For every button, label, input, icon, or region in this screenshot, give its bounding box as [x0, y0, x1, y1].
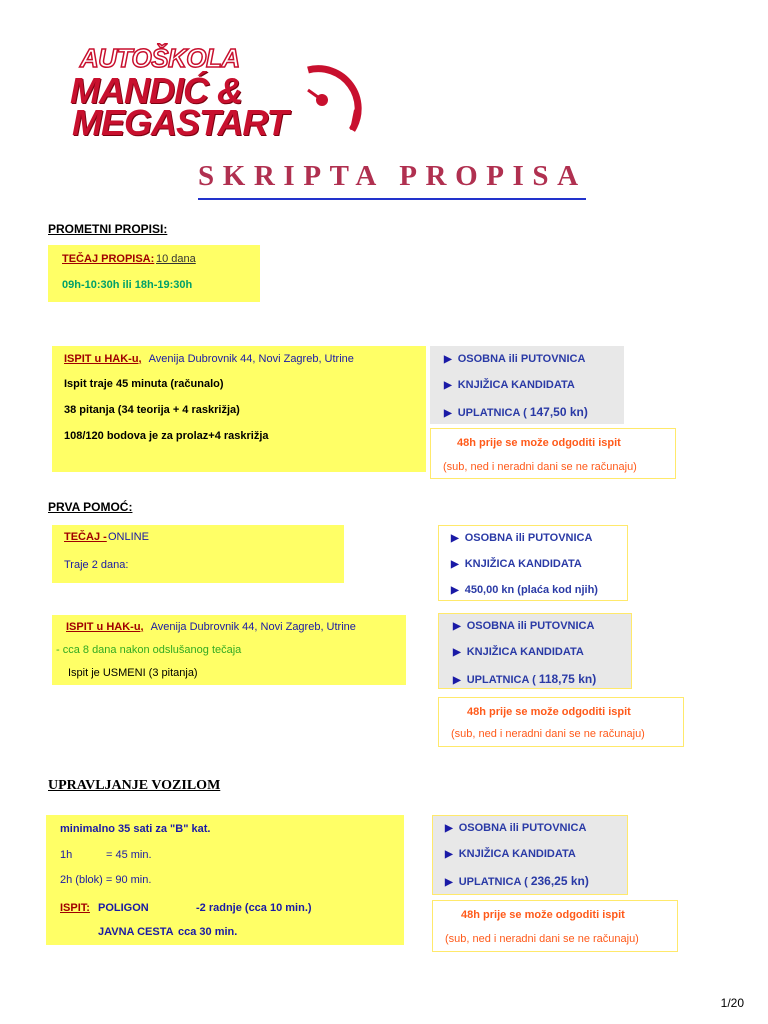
- notice-days: (sub, ned i neradni dani se ne računaju): [451, 728, 645, 740]
- notice-box-prometni: [430, 428, 676, 479]
- requirements-box-upravljanje: [432, 815, 628, 895]
- req-payment: UPLATNICA (: [457, 407, 527, 419]
- exam-label: ISPIT:: [60, 902, 90, 914]
- req-booklet: KNJIŽICA KANDIDATA: [457, 379, 575, 391]
- exam-label: ISPIT u HAK-u,: [66, 621, 144, 633]
- page-title: SKRIPTA PROPISA: [198, 160, 587, 192]
- req-payment-amount: 118,75 kn): [538, 672, 597, 686]
- req-payment-amount: 147,50 kn): [529, 405, 588, 419]
- exam-questions: 38 pitanja (34 teorija + 4 raskrižja): [64, 404, 240, 416]
- exam-polygon: POLIGON: [98, 902, 149, 914]
- notice-postpone: 48h prije se može odgoditi ispit: [457, 437, 621, 449]
- exam-address: Avenija Dubrovnik 44, Novi Zagreb, Utrine: [150, 621, 356, 633]
- exam-public-road-detail: cca 30 min.: [178, 926, 238, 938]
- section-heading-prva-pomoc: PRVA POMOĆ:: [48, 500, 133, 514]
- logo-megastart: MEGASTART: [72, 102, 288, 143]
- logo-autoskola: AUTOŠKOLA: [80, 43, 240, 73]
- hour-duration: = 45 min.: [106, 849, 152, 861]
- speedometer-icon: [300, 50, 362, 140]
- requirements-box-prva-pomoc-exam: [438, 613, 632, 689]
- bullet-arrow-icon: ▶: [451, 533, 459, 544]
- bullet-arrow-icon: ▶: [445, 823, 453, 834]
- block-duration: 2h (blok) = 90 min.: [60, 874, 152, 886]
- exam-polygon-detail: -2 radnje (cca 10 min.): [196, 902, 312, 914]
- notice-postpone: 48h prije se može odgoditi ispit: [467, 706, 631, 718]
- course-hours: 09h-10:30h ili 18h-19:30h: [62, 279, 193, 291]
- exam-address: Avenija Dubrovnik 44, Novi Zagreb, Utrine: [148, 353, 354, 365]
- bullet-arrow-icon: ▶: [451, 585, 459, 596]
- notice-postpone: 48h prije se može odgoditi ispit: [461, 909, 625, 921]
- req-payment: UPLATNICA (: [466, 674, 536, 686]
- req-id: OSOBNA ili PUTOVNICA: [458, 822, 587, 834]
- title-underline: [198, 198, 586, 200]
- requirements-box-prometni: [430, 346, 624, 424]
- req-booklet: KNJIŽICA KANDIDATA: [466, 646, 584, 658]
- section-heading-upravljanje: UPRAVLJANJE VOZILOM: [48, 778, 221, 793]
- notice-days: (sub, ned i neradni dani se ne računaju): [443, 461, 637, 473]
- req-id: OSOBNA ili PUTOVNICA: [457, 353, 586, 365]
- bullet-arrow-icon: ▶: [453, 675, 461, 686]
- req-id: OSOBNA ili PUTOVNICA: [464, 532, 593, 544]
- course-mode: ONLINE: [108, 531, 149, 543]
- req-booklet: KNJIŽICA KANDIDATA: [458, 848, 576, 860]
- course-label: TEČAJ PROPISA:: [62, 253, 155, 265]
- course-box-prometni: [48, 245, 260, 302]
- bullet-arrow-icon: ▶: [445, 877, 453, 888]
- bullet-arrow-icon: ▶: [444, 380, 452, 391]
- req-payment-amount: 236,25 kn): [530, 874, 589, 888]
- driving-box: [46, 815, 404, 945]
- exam-label: ISPIT u HAK-u,: [64, 353, 142, 365]
- notice-box-prva-pomoc: [438, 697, 684, 747]
- exam-points: 108/120 bodova je za prolaz+4 raskrižja: [64, 430, 269, 442]
- bullet-arrow-icon: ▶: [453, 621, 461, 632]
- course-box-prva-pomoc: [52, 525, 344, 583]
- course-label: TEČAJ -: [64, 531, 107, 543]
- logo-mandic: MANDIĆ &: [70, 70, 242, 111]
- bullet-arrow-icon: ▶: [453, 647, 461, 658]
- course-duration: Traje 2 dana:: [64, 559, 129, 571]
- req-id: OSOBNA ili PUTOVNICA: [466, 620, 595, 632]
- req-fee: 450,00 kn (plaća kod njih): [464, 584, 598, 596]
- page-number: 1/20: [720, 996, 744, 1010]
- notice-box-upravljanje: [432, 900, 678, 952]
- notice-days: (sub, ned i neradni dani se ne računaju): [445, 933, 639, 945]
- exam-duration: Ispit traje 45 minuta (računalo): [64, 378, 224, 390]
- exam-box-prva-pomoc: [52, 615, 406, 685]
- exam-type: Ispit je USMENI (3 pitanja): [68, 667, 198, 679]
- bullet-arrow-icon: ▶: [444, 354, 452, 365]
- req-booklet: KNJIŽICA KANDIDATA: [464, 558, 582, 570]
- min-hours: minimalno 35 sati za "B" kat.: [60, 823, 211, 835]
- hour-unit: 1h: [60, 849, 73, 861]
- bullet-arrow-icon: ▶: [451, 559, 459, 570]
- requirements-box-prva-pomoc: [438, 525, 628, 601]
- course-duration: 10 dana: [156, 253, 196, 265]
- req-payment: UPLATNICA (: [458, 876, 528, 888]
- exam-box-prometni: [52, 346, 426, 472]
- exam-public-road: JAVNA CESTA: [98, 926, 174, 938]
- bullet-arrow-icon: ▶: [444, 408, 452, 419]
- section-heading-prometni: PROMETNI PROPISI:: [48, 222, 168, 236]
- exam-timing: - cca 8 dana nakon odslušanog tečaja: [56, 644, 242, 656]
- bullet-arrow-icon: ▶: [445, 849, 453, 860]
